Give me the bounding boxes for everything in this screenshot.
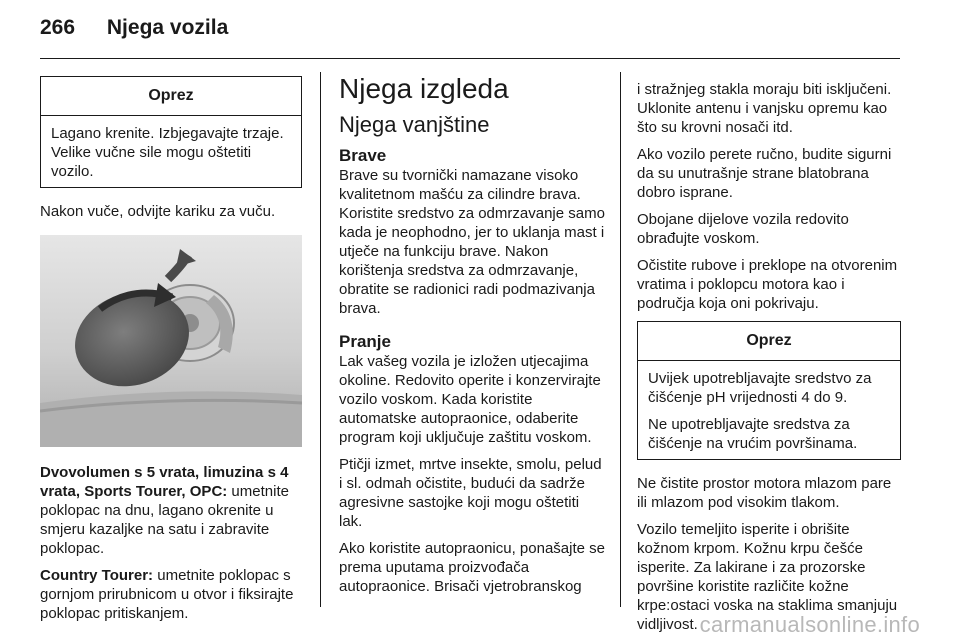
right-column xyxy=(637,80,901,642)
watermark: carmanualsonline.info xyxy=(699,612,920,637)
paragraph-right-2: Ako vozilo perete ručno, budite sigurni da su unutrašnje strane blatobrana dobro isprane. xyxy=(637,146,892,201)
paragraph-right-6: Vozilo temeljito isperite i obrišite kožnom krpom. Kožnu krpu češće isperite. Za lakirane i za prozorske površine koristite različite kožne krpe:ostaci voska na staklima smanjuju vidljivost. xyxy=(637,521,898,633)
paragraph-pranje-1: Lak vašeg vozila je izložen utjecajima okoline. Redovito operite i konzervirajte vozilo voskom. Kada koristite automatske autopraonice, odaberite program koji uključuje zaštitu voskom. xyxy=(339,353,601,446)
column-divider-2 xyxy=(620,72,621,607)
page-header-title: Njega vozila xyxy=(106,16,229,39)
section-heading-njega-izgleda: Njega izgleda xyxy=(339,73,509,104)
caution-box-cleaning xyxy=(637,321,901,460)
middle-column xyxy=(339,72,605,604)
paragraph-pranje-2: Ptičji izmet, mrtve insekte, smolu, pelud i sl. odmah očistite, budući da sadrže agresivne sastojke koji mogu oštetiti lak. xyxy=(339,456,602,530)
page-number: 266 xyxy=(40,16,76,39)
paragraph-pranje-3: Ako koristite autopraonicu, ponašajte se prema uputama proizvođača autopraonice. Brisači vjetrobranskog xyxy=(339,540,605,595)
column-divider-1 xyxy=(320,72,321,607)
caution-box-text: Lagano krenite. Izbjegavajte trzaje. Velike vučne sile mogu oštetiti vozilo. xyxy=(51,125,284,180)
subheading-pranje: Pranje xyxy=(339,332,391,351)
paragraph-country-tourer: Country Tourer: umetnite poklopac s gornjom prirubnicom u otvor i fiksirajte poklopac pritiskanjem. xyxy=(40,567,294,622)
tow-eye-instruction: Nakon vuče, odvijte kariku za vuču. xyxy=(40,203,276,220)
paragraph-dvovolumen: Dvovolumen s 5 vrata, limuzina s 4 vrata, Sports Tourer, OPC: umetnite poklopac na dnu, lagano okrenite u smjeru kazaljke na satu i zabravite poklopac. xyxy=(40,464,289,557)
caution-box-text: Uvijek upotrebljavajte sredstvo za čišćenje pH vrijednosti 4 do 9. Ne upotrebljavajte sredstva za čišćenje na vrućim površinama. xyxy=(648,370,872,452)
paragraph-brave: Brave su tvornički namazane visoko kvalitetnom mašću za cilindre brava. Koristite sredstvo za odmrzavanje samo kada je neophodno, jer to uklanja mast i utječe na funkciju brave. Nakon korištenja sredstva za odmrzavanje, obratite se radionici radi podmazivanja brava. xyxy=(339,167,605,317)
page-header xyxy=(40,16,228,40)
tow-eye-cover-illustration xyxy=(40,235,302,447)
subheading-brave: Brave xyxy=(339,146,387,165)
paragraph-right-3: Obojane dijelove vozila redovito obrađujte voskom. xyxy=(637,211,849,247)
caution-box-title: Oprez xyxy=(41,77,301,116)
paragraph-right-4: Očistite rubove i preklope na otvorenim vratima i poklopcu motora kao i područja koja oni pokrivaju. xyxy=(637,257,898,312)
caution-box-title: Oprez xyxy=(638,322,900,361)
paragraph-right-1: i stražnjeg stakla moraju biti isključeni. Uklonite antenu i vanjsku opremu kao što su krovni nosači itd. xyxy=(637,81,892,136)
section-heading-njega-vanjstine: Njega vanjštine xyxy=(339,112,490,137)
caution-box-towing xyxy=(40,76,302,188)
header-rule xyxy=(40,58,900,59)
left-column xyxy=(40,76,302,631)
paragraph-right-5: Ne čistite prostor motora mlazom pare ili mlazom pod visokim tlakom. xyxy=(637,475,892,511)
